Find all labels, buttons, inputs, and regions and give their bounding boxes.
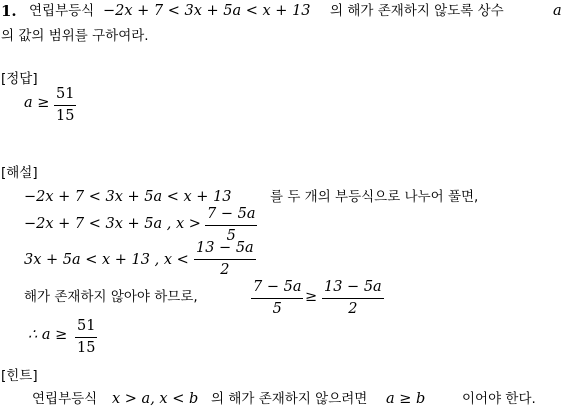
answer-header: [정답]	[1, 71, 38, 87]
hint-text-3: 이어야 한다.	[462, 391, 536, 407]
solution-line4-text: 해가 존재하지 않아야 하므로,	[24, 289, 198, 305]
solution-header: [해설]	[1, 165, 38, 181]
hint-math-2: a ≥ b	[386, 391, 426, 407]
solution-line5-denominator: 15	[77, 339, 96, 356]
answer-numerator: 51	[54, 87, 76, 106]
solution-line2-denominator: 5	[226, 227, 236, 244]
solution-line3-denominator: 2	[220, 261, 230, 278]
solution-line5-fraction	[75, 319, 97, 355]
solution-line5-math: ∴ a ≥	[28, 327, 68, 343]
hint-math-1: x > a, x < b	[112, 391, 199, 407]
solution-line1-math: −2x + 7 < 3x + 5a < x + 13	[24, 189, 232, 205]
problem-inequality: −2x + 7 < 3x + 5a < x + 13	[103, 3, 311, 19]
hint-text-2: 의 해가 존재하지 않으려면	[211, 391, 368, 407]
hint-text-1: 연립부등식	[32, 391, 98, 407]
solution-line4-left-denominator: 5	[272, 300, 282, 317]
solution-line4-fraction-right	[322, 280, 384, 316]
solution-line3-fraction	[194, 241, 256, 277]
solution-line4-operator: ≥	[305, 289, 318, 305]
problem-number: 1.	[1, 2, 17, 20]
problem-constant: a	[553, 3, 562, 19]
answer-fraction	[54, 87, 76, 123]
solution-line5-numerator: 51	[75, 319, 97, 338]
hint-header: [힌트]	[1, 368, 38, 384]
solution-line4-right-numerator: 13 − 5a	[322, 280, 384, 299]
solution-line3-numerator: 13 − 5a	[194, 241, 256, 260]
answer-lhs: a ≥	[24, 95, 50, 111]
problem-intro-text: 연립부등식	[29, 3, 95, 19]
problem-second-line: 의 값의 범위를 구하여라.	[1, 28, 149, 44]
solution-line1-text: 를 두 개의 부등식으로 나누어 풀면,	[270, 189, 479, 205]
answer-denominator: 15	[56, 107, 75, 124]
solution-line2-numerator: 7 − 5a	[205, 207, 257, 226]
solution-line4-fraction-left	[251, 280, 303, 316]
solution-line4-left-numerator: 7 − 5a	[251, 280, 303, 299]
solution-line2-fraction	[205, 207, 257, 243]
solution-line3-math: 3x + 5a < x + 13 , x <	[24, 252, 189, 268]
solution-line2-math: −2x + 7 < 3x + 5a , x >	[24, 216, 201, 232]
solution-line4-right-denominator: 2	[348, 300, 358, 317]
problem-rest-text: 의 해가 존재하지 않도록 상수	[330, 3, 504, 19]
